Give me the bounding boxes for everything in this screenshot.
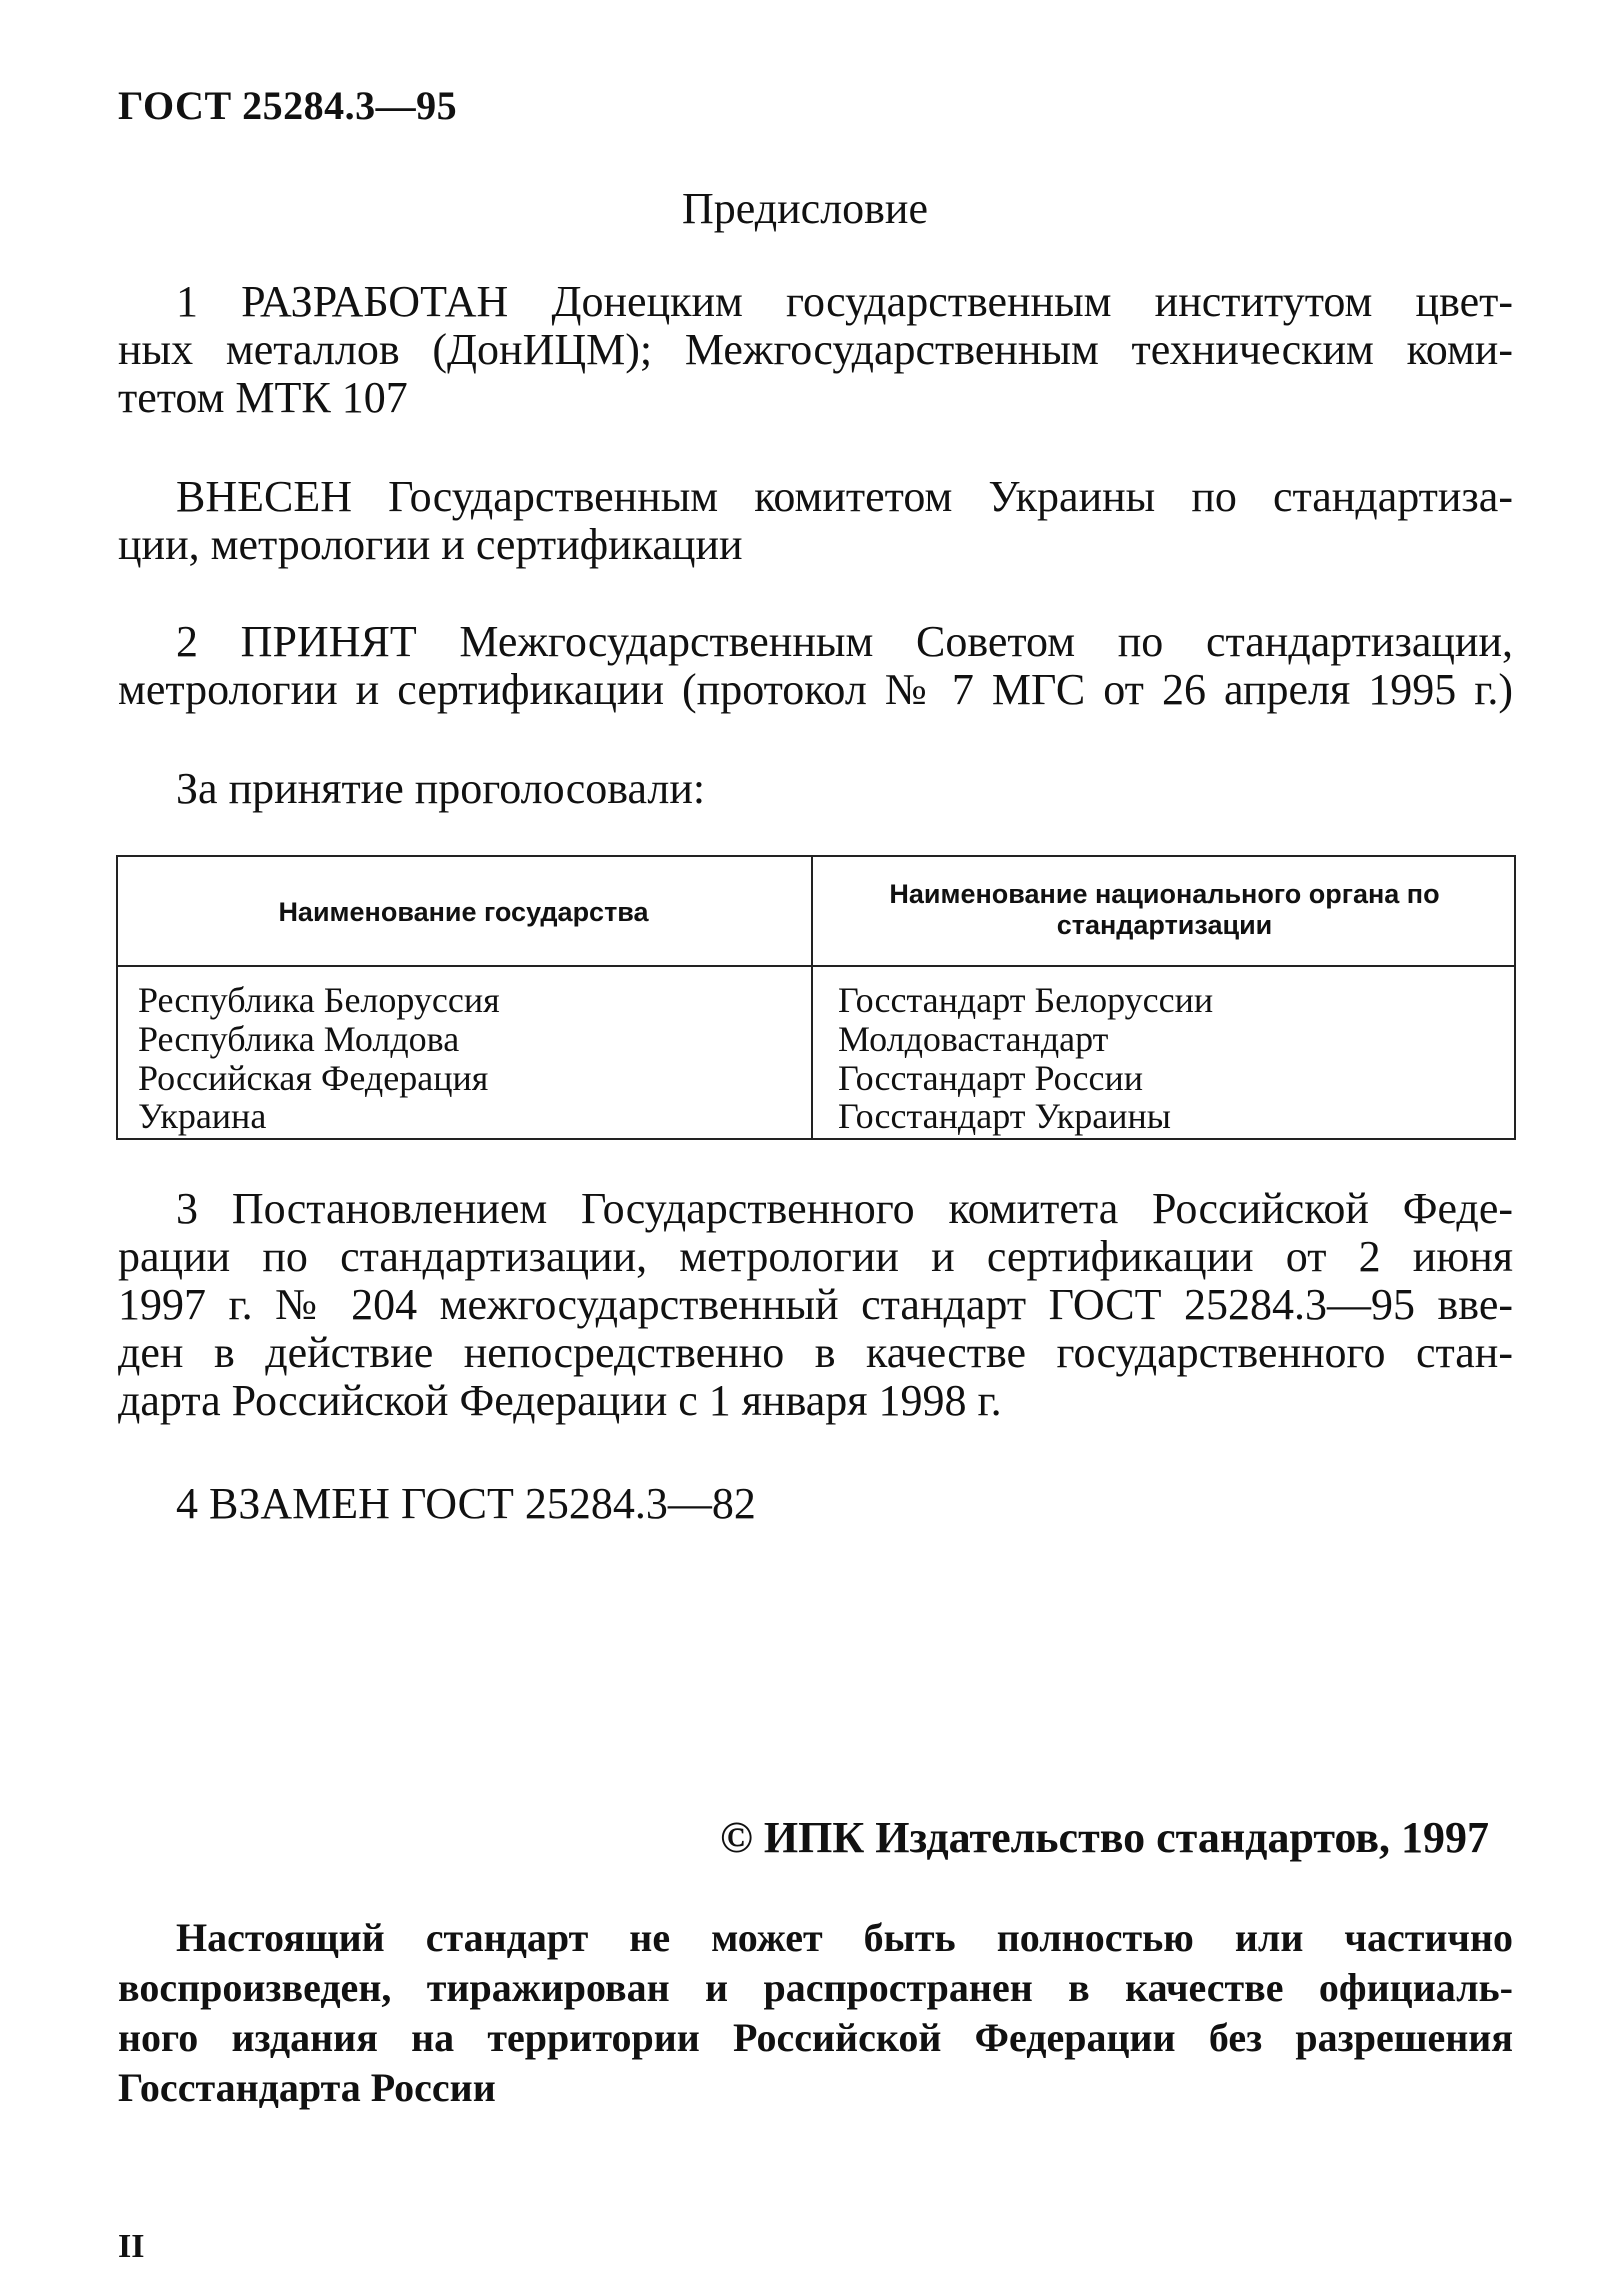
paragraph-line: метрологии и сертификации (протокол № 7 МГС от 26 апреля 1995 г.) [118, 665, 1513, 714]
copyright-line: © ИПК Издательство стандартов, 1997 [720, 1813, 1490, 1862]
voted-label: За принятие проголосовали: [176, 764, 706, 813]
paragraph-line: ден в действие непосредственно в качестве государственного стан- [118, 1328, 1513, 1377]
paragraph-developed [118, 278, 1513, 422]
paragraph-line: ции, метрологии и сертификации [118, 520, 743, 569]
paragraph-line: 1 РАЗРАБОТАН Донецким государственным институтом цвет- [176, 277, 1513, 326]
table-cell-body: Госстандарт Белоруссии [838, 980, 1214, 1020]
table-cell-state: Республика Белоруссия [138, 980, 500, 1020]
voting-table [116, 855, 1516, 1140]
reproduction-notice [118, 1913, 1513, 2113]
notice-line: Настоящий стандарт не может быть полностью или частично [176, 1915, 1513, 1960]
notice-line: ного издания на территории Российской Федерации без разрешения [118, 2015, 1513, 2060]
table-cell-state: Украина [138, 1096, 267, 1136]
paragraph-line: 2 ПРИНЯТ Межгосударственным Советом по стандартизации, [176, 617, 1513, 666]
paragraph-line: ВНЕСЕН Государственным комитетом Украины по стандартиза- [176, 472, 1513, 521]
table-header-body: Наименование национального органа по стандартизации [889, 879, 1440, 940]
paragraph-line: дарта Российской Федерации с 1 января 1998 г. [118, 1376, 1002, 1425]
paragraph-line: тетом МТК 107 [118, 373, 408, 422]
notice-line: Госстандарта России [118, 2065, 496, 2110]
paragraph-line: рации по стандартизации, метрологии и сертификации от 2 июня [118, 1232, 1513, 1281]
table-header-divider [116, 965, 1516, 967]
paragraph-decree [118, 1185, 1513, 1425]
paragraph-line: ных металлов (ДонИЦМ); Межгосударственным техническим коми- [118, 325, 1513, 374]
notice-line: воспроизведен, тиражирован и распространен в качестве официаль- [118, 1965, 1513, 2010]
table-cell-body: Молдовастандарт [838, 1019, 1109, 1059]
section-title: Предисловие [682, 184, 928, 233]
page-number: II [118, 2228, 145, 2265]
table-header-state: Наименование государства [278, 897, 649, 927]
paragraph-adopted [118, 618, 1513, 714]
document-code: ГОСТ 25284.3—95 [118, 83, 458, 128]
paragraph-submitted [118, 473, 1513, 569]
paragraph-line: 3 Постановлением Государственного комитета Российской Феде- [176, 1184, 1513, 1233]
table-cell-body: Госстандарт Украины [838, 1096, 1171, 1136]
table-cell-state: Республика Молдова [138, 1019, 460, 1059]
paragraph-replaces: 4 ВЗАМЕН ГОСТ 25284.3—82 [176, 1479, 756, 1528]
paragraph-line: 1997 г. № 204 межгосударственный стандарт ГОСТ 25284.3—95 вве- [118, 1280, 1513, 1329]
table-cell-state: Российская Федерация [138, 1058, 489, 1098]
table-cell-body: Госстандарт России [838, 1058, 1143, 1098]
